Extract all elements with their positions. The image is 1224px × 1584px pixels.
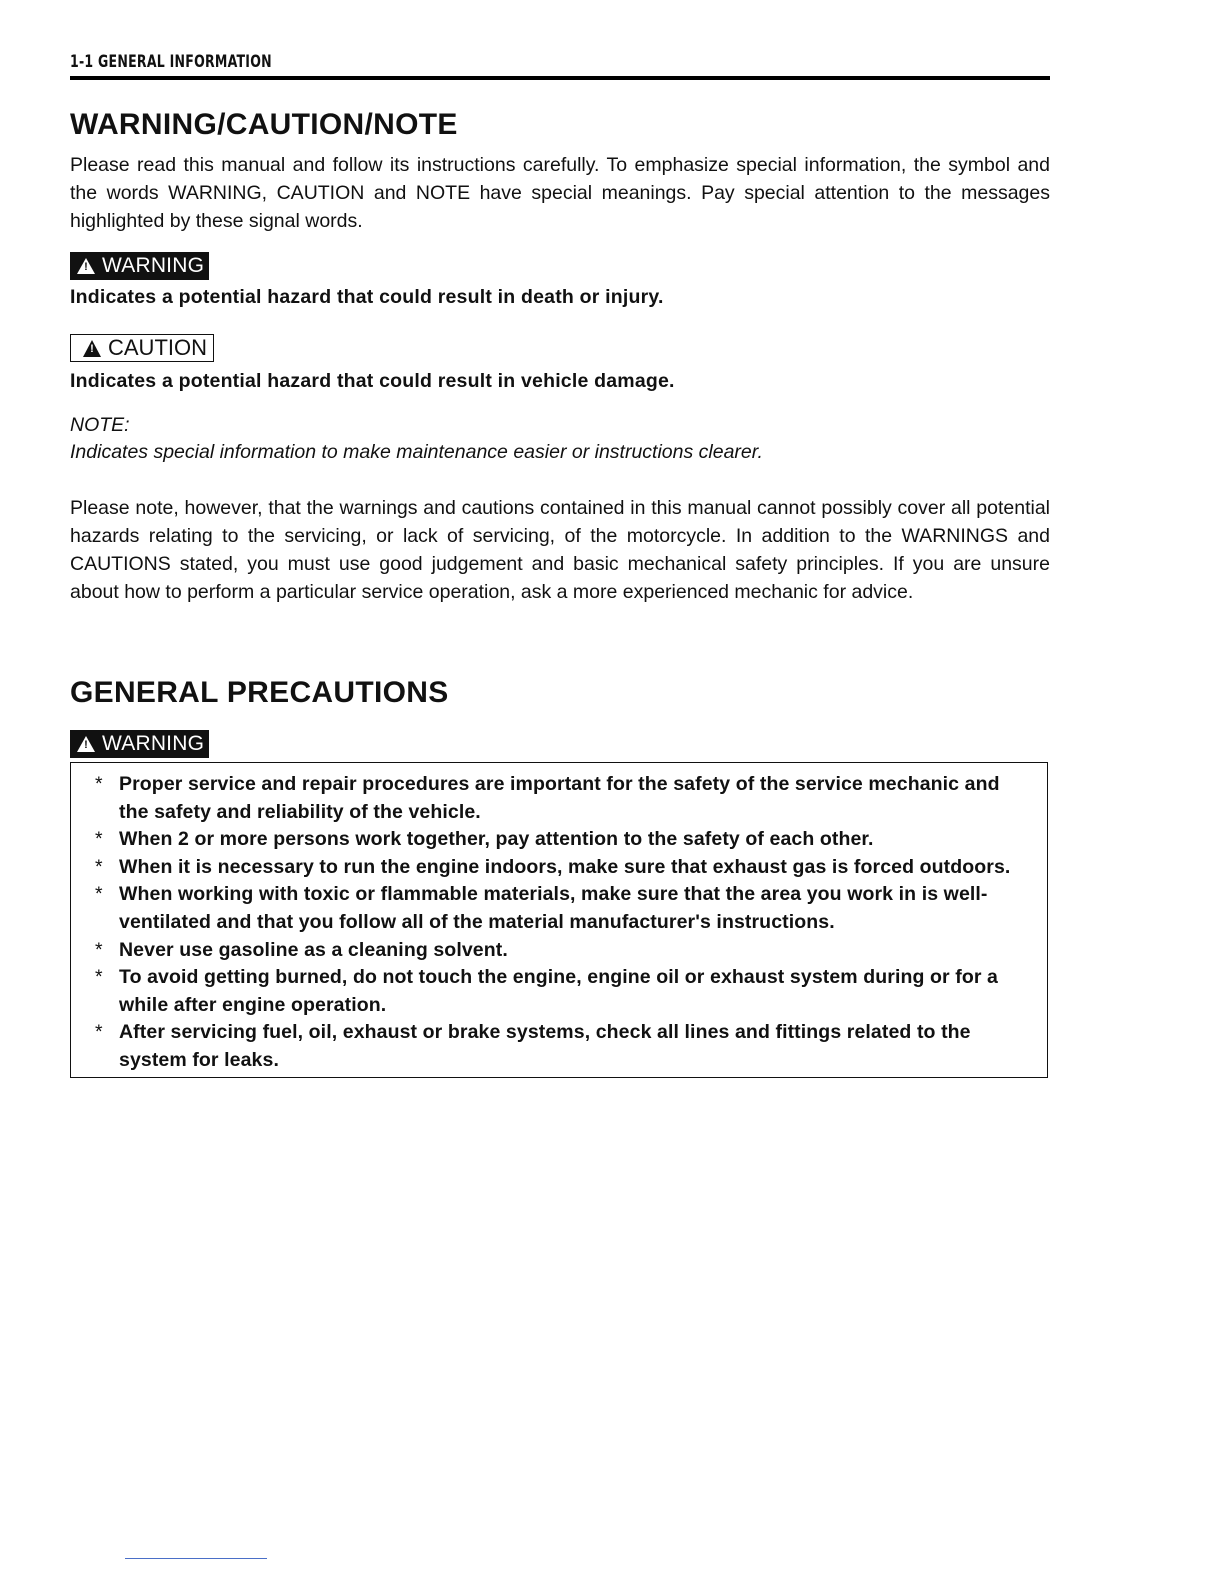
running-header: 1-1 GENERAL INFORMATION bbox=[70, 52, 272, 72]
list-item: * When 2 or more persons work together, pay attention to the safety of each other. bbox=[95, 826, 1030, 854]
warning-triangle-icon: ! bbox=[77, 258, 95, 274]
list-item: * To avoid getting burned, do not touch the engine, engine oil or exhaust system during or for a while after engine operation. bbox=[95, 966, 998, 1016]
bullet-asterisk: * bbox=[95, 883, 103, 906]
warning-triangle-icon: ! bbox=[77, 736, 95, 752]
precautions-warning-label bbox=[70, 730, 209, 758]
warning-label-text: WARNING bbox=[102, 732, 205, 755]
warning-description: Indicates a potential hazard that could result in death or injury. bbox=[70, 286, 664, 308]
precautions-box bbox=[70, 762, 1048, 1078]
list-item: * When working with toxic or flammable materials, make sure that the area you work in is well-ventilated and that you follow all of the material manufacturer's instructions. bbox=[95, 883, 988, 933]
bullet-asterisk: * bbox=[95, 828, 103, 851]
header-rule bbox=[70, 76, 1050, 80]
list-item: * When it is necessary to run the engine indoors, make sure that exhaust gas is forced outdoors. bbox=[95, 854, 1030, 882]
bullet-asterisk: * bbox=[95, 966, 103, 989]
bullet-asterisk: * bbox=[95, 773, 103, 795]
bullet-asterisk: * bbox=[95, 938, 103, 961]
footer-rule bbox=[125, 1558, 267, 1559]
bullet-asterisk: * bbox=[95, 855, 103, 878]
list-item: * Never use gasoline as a cleaning solvent. bbox=[95, 937, 1030, 965]
note-label: NOTE: bbox=[70, 414, 130, 436]
bullet-asterisk: * bbox=[95, 1021, 103, 1044]
warning-label bbox=[70, 252, 209, 280]
warning-label-text: WARNING bbox=[102, 254, 205, 277]
closing-paragraph: Please note, however, that the warnings and cautions contained in this manual cannot possibly cover all potential hazards relating to the servicing, or lack of servicing, of the motorcycle. In addition to the WARNINGS and CAUTIONS stated, you must use good judgement and basic mechanical safety principles. If you are unsure about how to perform a particular service operation, ask a more experienced mechanic for advice. bbox=[70, 497, 1050, 603]
caution-label bbox=[70, 334, 214, 362]
intro-paragraph: Please read this manual and follow its instructions carefully. To emphasize special information, the symbol and the words WARNING, CAUTION and NOTE have special meanings. Pay special attention to the messages highlighted by these signal words. bbox=[70, 154, 1050, 232]
section-title-general-precautions: GENERAL PRECAUTIONS bbox=[70, 676, 449, 709]
caution-description: Indicates a potential hazard that could result in vehicle damage. bbox=[70, 370, 675, 392]
section-title-warning-caution-note: WARNING/CAUTION/NOTE bbox=[70, 108, 458, 141]
list-item: * After servicing fuel, oil, exhaust or brake systems, check all lines and fittings related to the system for leaks. bbox=[95, 1021, 971, 1071]
precautions-list bbox=[95, 771, 1030, 1075]
list-item: * Proper service and repair procedures are important for the safety of the service mechanic and the safety and reliability of the vehicle. bbox=[95, 773, 1000, 823]
note-description: Indicates special information to make maintenance easier or instructions clearer. bbox=[70, 441, 763, 463]
caution-triangle-icon: ! bbox=[83, 340, 101, 357]
caution-label-text: CAUTION bbox=[108, 335, 207, 360]
